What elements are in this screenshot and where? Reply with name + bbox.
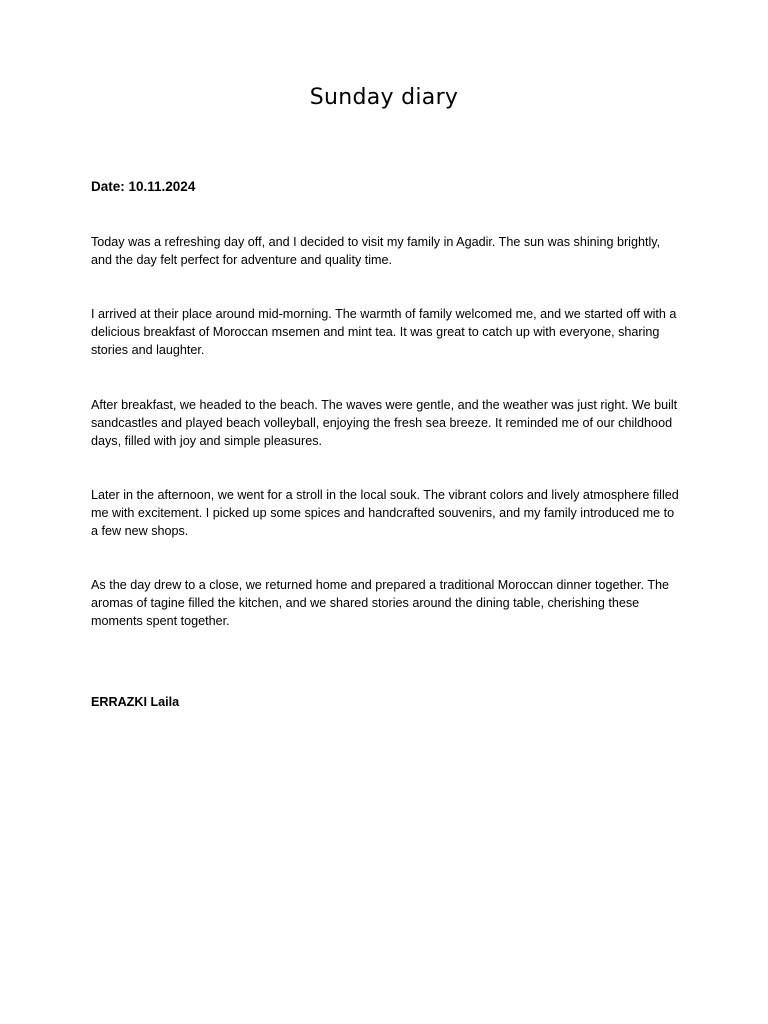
document-title: Sunday diary [309, 85, 459, 110]
paragraph-5: As the day drew to a close, we returned home and prepared a traditional Moroccan dinner together. The aromas of tagine filled the kitchen, and we shared stories around the dining table, cherishing these moments spent together. [91, 578, 670, 628]
paragraph-1: Today was a refreshing day off, and I decided to visit my family in Agadir. The sun was shining brightly, and the day felt perfect for adventure and quality time. [91, 235, 661, 267]
paragraph-4: Later in the afternoon, we went for a stroll in the local souk. The vibrant colors and lively atmosphere filled me with excitement. I picked up some spices and handcrafted souvenirs, and my family introduced me to a few new shops. [91, 488, 679, 538]
paragraph-2: I arrived at their place around mid-morning. The warmth of family welcomed me, and we started off with a delicious breakfast of Moroccan msemen and mint tea. It was great to catch up with everyone, sharing stories and laughter. [91, 307, 677, 357]
paragraph-3: After breakfast, we headed to the beach. The waves were gentle, and the weather was just right. We built sandcastles and played beach volleyball, enjoying the fresh sea breeze. It reminded me of our childhood days, filled with joy and simple pleasures. [91, 398, 678, 448]
author-signature: ERRAZKI Laila [91, 695, 180, 709]
diary-date: Date: 10.11.2024 [91, 179, 196, 194]
